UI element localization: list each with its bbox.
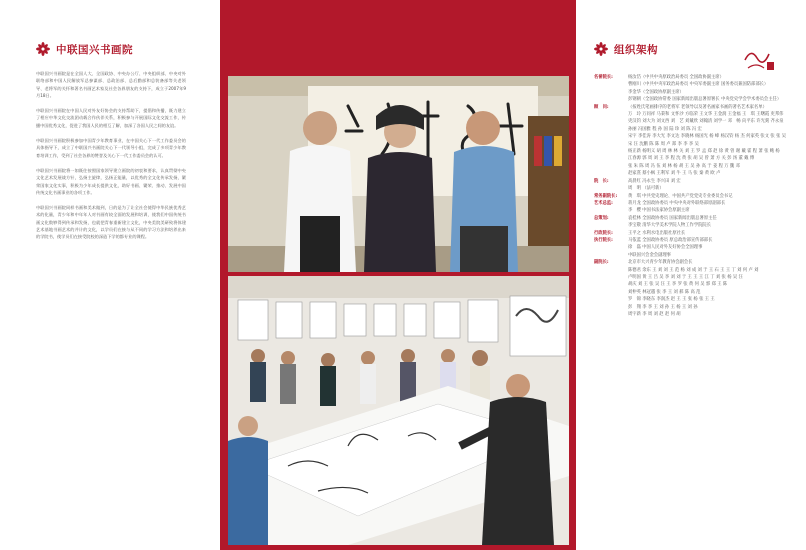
- org-role: [594, 222, 628, 229]
- org-row: [594, 281, 786, 288]
- org-names: 徐 磊 中国人民对外友好协会全国理事: [628, 245, 703, 251]
- org-role: 顾 问:: [594, 104, 609, 110]
- org-row: [594, 193, 786, 200]
- org-role: 总策划:: [594, 215, 609, 221]
- flower-icon: [36, 42, 50, 56]
- intro-heading: [36, 40, 186, 58]
- org-row: [594, 148, 786, 155]
- org-row: [594, 244, 786, 251]
- org-row: [594, 89, 786, 96]
- org-row: [594, 133, 786, 148]
- org-row: [594, 237, 786, 244]
- org-row: [594, 96, 786, 103]
- org-names: 杨汝岱（中共中央原政治局委员 全国政协副主席）: [628, 75, 724, 80]
- org-role: [594, 267, 628, 274]
- org-role: [594, 252, 628, 259]
- intro-paragraph-4: 中联国兴书画院将一如既往按照国家领导建立画院的初衷和要求，认真贯彻中央文化艺术发展战方针，弘扬主旋律，弘扬正能量，以优秀的全文化传承发扬，繁荣国家文化实事，积极为少年成长提供文化，助好书画、繁荣、推动、发展中国传统文化书画事业的各项工作。: [36, 167, 186, 195]
- org-role: [594, 207, 628, 214]
- org-names: 袁桂林 全国政协委员 国家新闻出版总署原主任: [628, 215, 717, 221]
- org-role: [594, 133, 628, 148]
- org-row: [594, 200, 786, 207]
- exhibition-photo-image: [228, 276, 569, 545]
- org-names: 李宝敬 清华大学美术学院人物工作学院院长: [628, 223, 712, 229]
- org-role: [594, 244, 628, 251]
- org-names: 胡庆 刘 王 张 吴 汪 王 李 罗 张 黄 何 吴 郭 郑 王 陈: [628, 282, 728, 288]
- org-names: 陈德君 余东 王 刘 刘 王 范 杨 刘 成 刘 于 王 石 王 王 丁 刘 何 卢 刘: [628, 267, 759, 273]
- org-row: [594, 267, 786, 274]
- org-role: [594, 81, 628, 88]
- org-row: [594, 178, 786, 185]
- org-names: 彭钢朝（全国政协常委 国家新闻出版总署原署长 中央党史学会学术委员会主任）: [628, 97, 782, 103]
- org-row: [594, 170, 786, 177]
- org-row: [594, 289, 786, 296]
- org-role: 副院长:: [594, 260, 609, 266]
- org-names: 中联国兴会金会副理事: [628, 252, 671, 258]
- org-role: [594, 304, 628, 311]
- org-row: [594, 74, 786, 81]
- org-role: 院 长:: [594, 178, 609, 184]
- org-row: [594, 230, 786, 237]
- org-role: [594, 289, 628, 296]
- org-row: [594, 185, 786, 192]
- org-role: [594, 185, 628, 192]
- org-row: [594, 252, 786, 259]
- org-role: [594, 111, 628, 133]
- org-list: [594, 74, 786, 318]
- intro-body: [36, 70, 186, 241]
- org-role: [594, 155, 628, 162]
- org-names: 蒋月龙 全国政协委员 中央中央对外联络部原副部长: [628, 200, 726, 206]
- org-names: 黄 琪 中共党史理论、中国共产党党史专业委员会书记: [628, 193, 733, 199]
- org-role: [594, 163, 628, 170]
- flower-icon: [594, 42, 608, 56]
- group-photo: [228, 76, 569, 272]
- org-role: [594, 274, 628, 281]
- org-names: 李金华（全国政协原副主席）: [628, 89, 684, 95]
- intro-paragraph-5: 中联国兴书画院同样书画和美术做到，日的是为了让全社会使得中华民族优秀艺术的化量，青少年和中年年人对书画有较全面的发展和培训，使我们中国传统书画文化数够得到传承和发扬，也就把青春重新建立文化，中央美院美研致将体建艺术基地书画艺术的并计的文化，以学员们在接与从不同的学习方法和培养出来的学院书，使学员们在接受院校的深造下学的都专业的课程。: [36, 205, 186, 240]
- org-row: [594, 81, 786, 88]
- org-role: [594, 311, 628, 318]
- org-role: [594, 170, 628, 177]
- org-row: [594, 111, 786, 133]
- group-photo-image: [228, 76, 569, 272]
- org-names: 王平之 水利水电出版社原社长: [628, 230, 686, 236]
- org-names: 马依蓝 全国政协委员 原总政治部宣传部部长: [628, 237, 713, 243]
- org-names: （按姓氏笔画排序的老将军 老领导以及著名画家书画的著名艺术家名单）: [628, 104, 767, 110]
- org-row: [594, 163, 786, 170]
- seal-image: [742, 46, 776, 74]
- org-row: [594, 311, 786, 318]
- org-names: 张 朱 陈 周 冯 伍 刘 林 杨 胡 王 吴 孙 高 于 姜 程 万 魏 邓: [628, 163, 740, 169]
- org-role: 常务副院长:: [594, 193, 618, 199]
- org-names: 刘仲英 林冠越 张 李 王 刘 郝 陈 高 范: [628, 289, 701, 295]
- org-role: [594, 296, 628, 303]
- intro-paragraph-2: 中联国兴书画院在中国人民对外友好协会的支持帮助下，提倡和传播，既力建立了相应中华文化交流团动载合作伙伴关系，积极参与开展国际文化交流工作，传播中国优秀文化，促进了我国人民的相互了解，加深了各国人民之间的友谊。: [36, 108, 186, 128]
- org-row: [594, 155, 786, 162]
- exhibition-photo: [228, 276, 569, 545]
- org-role: [594, 281, 628, 288]
- org-names: 宋宇 李佳涛 李大光 李文达 李晓林 杨国光 杨 峰 杨汉钧 杨 杰 何家英 张文 张 张 吴 宋 汪 沈鹏 陈 陈 周 卢 郑 李 李 李 吴: [628, 134, 786, 147]
- org-names: 李 樱 中国书法家协会原副主席: [628, 208, 690, 214]
- org-role: [594, 89, 628, 96]
- org-names: 杨正新 杨明义 胡 周 林 林 关 刘 王 罗 孟 郑 赵 徐 黄 曾 谢 戴 霍 程 萧 张 鲍 杨: [628, 149, 780, 155]
- calligraphy-seal-logo: [742, 46, 776, 74]
- org-row: [594, 304, 786, 311]
- org-row: [594, 274, 786, 281]
- org-role: [594, 148, 628, 155]
- org-role: [594, 96, 628, 103]
- org-title: 组织架构: [614, 43, 658, 56]
- org-names: 卢明国 黄 王 吕 吴 李 刘 刘 于 王 王 王 江 丁 刘 张 杨 吴 汪: [628, 274, 743, 280]
- org-names: 周宇新 李 周 刘 赵 赵 何 胡: [628, 312, 681, 317]
- intro-section: [36, 40, 186, 249]
- org-row: [594, 215, 786, 222]
- org-names: 北京市大兴青少年教育协会副会长: [628, 260, 693, 266]
- org-names: 江春源 郭 周 刘 王 李 程 沈 黄 张 胡 吴 曾 萧 方 关 彭 汤 董 戴 傅: [628, 156, 755, 162]
- org-role: 名誉院长:: [594, 75, 613, 80]
- org-role: 执行院长:: [594, 237, 613, 243]
- photo-panel: [220, 0, 576, 550]
- intro-title: 中联国兴书画院: [56, 43, 133, 56]
- org-row: [594, 222, 786, 229]
- org-row: [594, 207, 786, 214]
- org-names: 罗 锦 李晓东 李润杰 赵 王 王 张 杨 张 王 王: [628, 297, 715, 303]
- org-section: [594, 40, 784, 58]
- org-names: 周 明 （法可新）: [628, 186, 664, 192]
- org-role: 艺术总监:: [594, 200, 613, 206]
- intro-paragraph-3: 中联国兴书画院积极参加中国青少年教育事业，在中国关心下一代工作委员会的具体指导下，成立了中联国兴书画院关心下一代领导小组，完成了多项青少年教育培训工作，受到了社会各界的赞誉及关心下一代工作委员会的认可。: [36, 138, 186, 158]
- org-row: [594, 259, 786, 266]
- org-role: 行政院长:: [594, 230, 613, 236]
- intro-paragraph-1: 中联国兴书画院是在全国人大、全国政协、中央办公厅、中央组织部、中央对外联络部和中国人民解放军总参谋部、总政治部、总后勤部和总装备部等关老领导、老将军的关怀和著名书画艺术家及社会各界朋友的支持下，成立于2007年9月18日。: [36, 71, 186, 98]
- org-row: [594, 104, 786, 111]
- org-names: 赵家熹 蔡小枫 王利军 刘 牛 王 马 张 秦 黄 欧 卢: [628, 171, 721, 177]
- org-names: 曹刚川（中共中央军政治局委员 中央军委副主席 国务委员兼国防部部长）: [628, 82, 769, 88]
- org-names: 彭 翔 李 李 王 刘 孙 王 杨 王 刘 孙: [628, 304, 698, 310]
- org-names: 高晨红 冯永生 李兴田 刘 宏: [628, 178, 681, 184]
- org-row: [594, 296, 786, 303]
- org-names: 万 玲 万同祥 马秉和 文怀沙 方临荣 王文华 王金润 王金福 王 琪 王曙霞 吏邦伟 吏汉钧 刘大为 刘文西 刘 艺 刘戴欣 刘翰清 刘学一 邓 畅 向平东 许光刻 齐永泉 孙丽 冯国雅 程 孙 国 陆 珍 刘 陈 冯 宏: [628, 112, 784, 132]
